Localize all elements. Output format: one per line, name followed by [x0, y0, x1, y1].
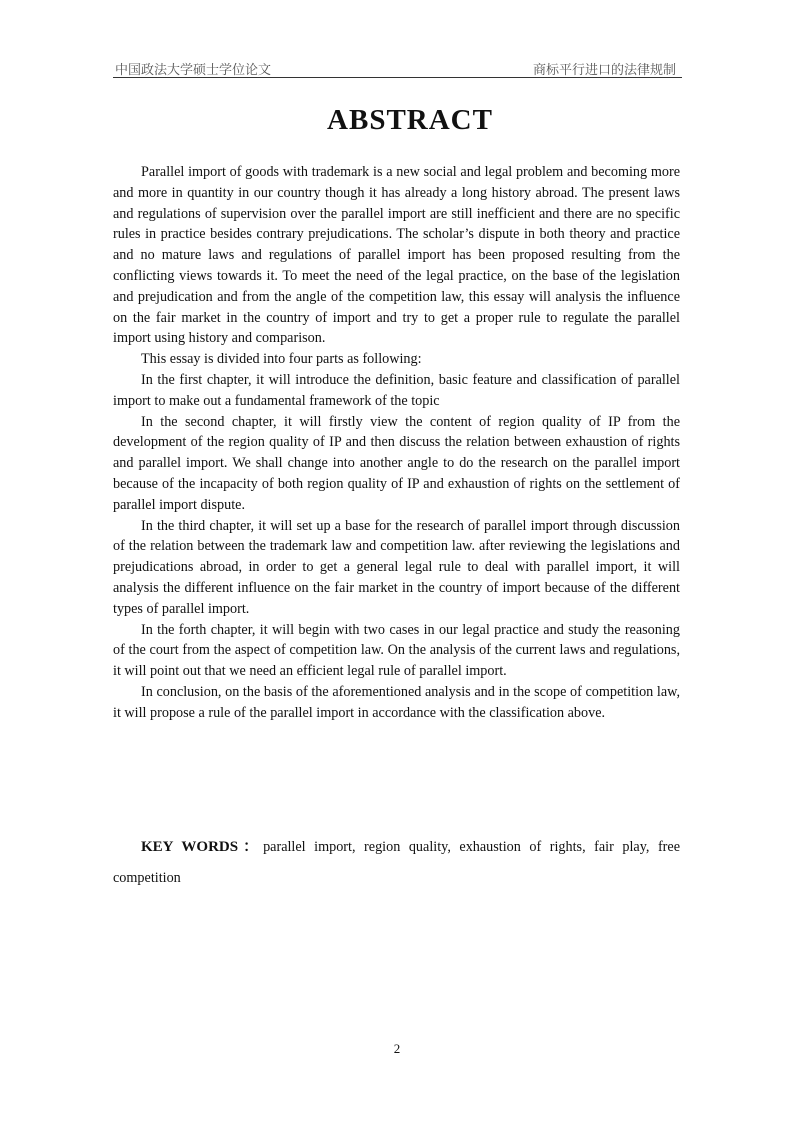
abstract-paragraph-chapter-3: In the third chapter, it will set up a base for the research of parallel import through discussion of the relation between the trademark law and competition law. after reviewing the legislations and prejudications abroad, in order to get a general legal rule to deal with parallel import, it will analysis the different influence on the fair market in the country of import because of the different types of parallel import.: [113, 517, 680, 617]
abstract-paragraph-structure: This essay is divided into four parts as following:: [141, 351, 422, 368]
abstract-heading: ABSTRACT: [327, 104, 493, 136]
header-thesis-label: 中国政法大学硕士学位论文: [115, 63, 272, 78]
abstract-body: [113, 162, 680, 724]
page-number: 2: [393, 1041, 401, 1056]
header-thesis-title: 商标平行进口的法律规制: [532, 63, 676, 78]
keywords-text: parallel import, region quality, exhaustion of rights, fair play, free competition: [113, 839, 681, 886]
keywords-line: [113, 832, 680, 894]
abstract-paragraph-intro: Parallel import of goods with trademark is a new social and legal problem and becoming more and more in quantity in our country though it has already a long history abroad. The present laws and regulations of supervision over the parallel import are still inefficient and there are no specific rules in practice besides contrary prejudications. The scholar’s dispute in both theory and practice and no mature laws and regulations of parallel import has been proposed resulting from the conflicting views towards it. To meet the need of the legal practice, on the base of the legislation and prejudication and from the angle of the competition law, this essay will analysis the influence on the fair market in the country of import and try to get a proper rule to regulate the parallel import using history and comparison.: [113, 164, 680, 347]
keywords-label: KEY WORDS：: [141, 839, 264, 855]
abstract-paragraph-chapter-4: In the forth chapter, it will begin with two cases in our legal practice and study the reasoning of the court from the aspect of competition law. On the analysis of the current laws and regulations, it will point out that we need an efficient legal rule of parallel import.: [113, 621, 680, 680]
abstract-paragraph-conclusion: In conclusion, on the basis of the aforementioned analysis and in the scope of competition law, it will propose a rule of the parallel import in accordance with the classification above.: [113, 683, 680, 721]
abstract-paragraph-chapter-1: In the first chapter, it will introduce the definition, basic feature and classification of parallel import to make out a fundamental framework of the topic: [113, 371, 680, 409]
page-header: [113, 57, 682, 78]
abstract-paragraph-chapter-2: In the second chapter, it will firstly view the content of region quality of IP from the development of the region quality of IP and then discuss the relation between exhaustion of rights and parallel import. We shall change into another angle to do the research on the parallel import because of the incapacity of both region quality of IP and exhaustion of rights on the settlement of parallel import dispute.: [113, 413, 680, 513]
